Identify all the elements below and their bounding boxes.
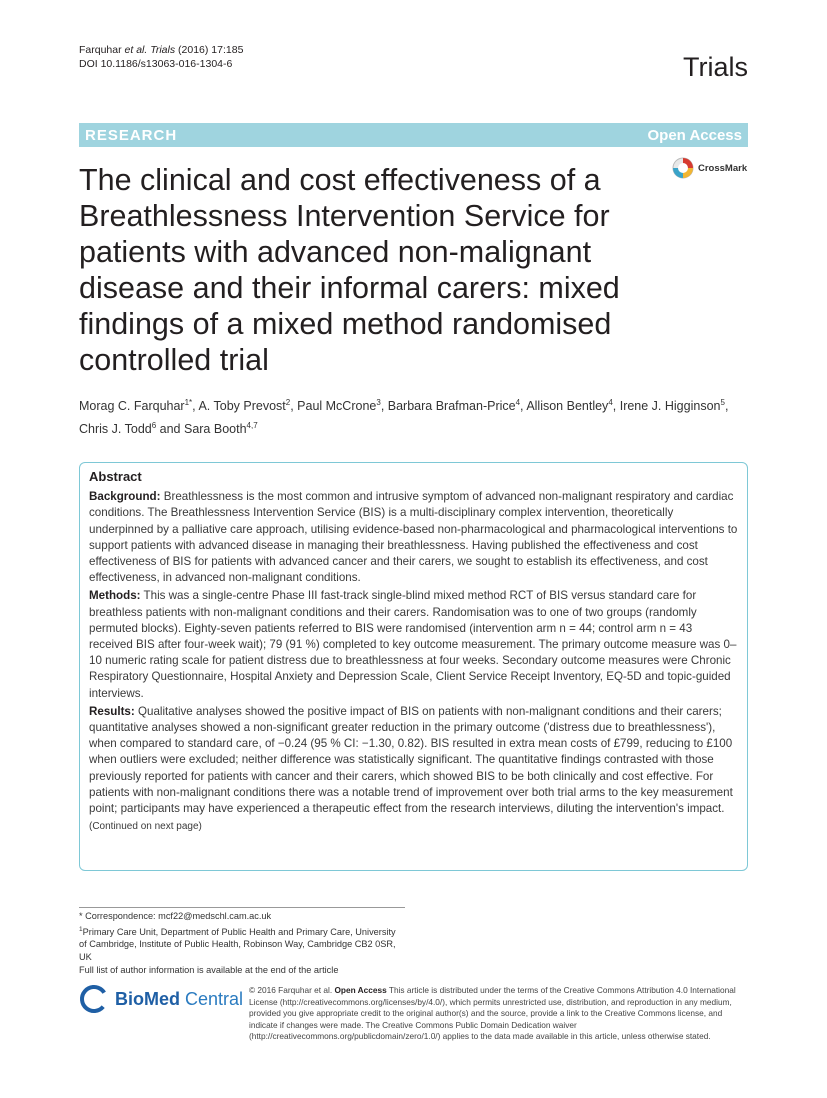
citation-authors: Farquhar — [79, 44, 125, 56]
article-title: The clinical and cost effectiveness of a Breathlessness Intervention Service for patients with advanced non-malignant disease and their informal carers: mixed findings of a mixed method randomised controlled trial — [79, 163, 620, 377]
citation-volume: (2016) 17:185 — [175, 44, 244, 56]
author[interactable]: Barbara Brafman-Price$^4$ — [387, 398, 521, 414]
abstract-heading: Abstract — [89, 469, 142, 484]
crossmark-badge[interactable] — [672, 157, 747, 179]
abstract-methods: Methods: This was a single-centre Phase III fast-track single-blind mixed method RCT of BIS versus standard care for breathless patients with non-malignant conditions and their carers. Randomisation was to one of two groups (randomly permuted blocks). Eighty-seven patients referred to BIS were randomised (intervention arm n = 44; control arm n = 43 received BIS after four-week wait); 79 (91 %) completed to key outcome measurement. The primary outcome measure was 0–10 numeric rating scale for patient distress due to breathlessness at four weeks. Secondary outcome measures were Chronic Respiratory Questionnaire, Hospital Anxiety and Depression Scale, Client Service Receipt Inventory, EQ-5D and topic-guided interviews. — [89, 589, 737, 700]
affiliation: $^1$Primary Care Unit, Department of Public Health and Primary Care, University of Cambridge, Institute of Public Health, Robinson Way, Cambridge CB2 0SR, UK — [79, 925, 396, 962]
publisher-logo[interactable] — [79, 984, 243, 1014]
article-type-label: RESEARCH — [85, 126, 178, 144]
full-author-info-note: Full list of author information is available at the end of the article — [79, 965, 339, 976]
doi[interactable]: DOI 10.1186/s13063-016-1304-6 — [79, 58, 233, 70]
footnotes — [79, 910, 405, 978]
citation-header — [79, 43, 243, 71]
citation-line — [79, 43, 243, 57]
author[interactable]: Irene J. Higginson$^5$ — [619, 398, 725, 414]
author[interactable]: A. Toby Prevost$^2$ — [198, 398, 291, 414]
abstract-results: Results: Qualitative analyses showed the positive impact of BIS on patients with non-malignant conditions and their carers; quantitative analyses showed a non-significant greater reduction in the primary outcome ('distress due to breathlessness'), when compared to standard care, of −0.24 (95 % CI: −1.30, 0.82). BIS resulted in extra mean costs of £799, reducing to £100 when outliers were excluded; neither difference was statistically significant. The quantitative findings contrasted with those previously reported for patients with cancer and their carers, which showed BIS to be both clinically and cost effective. For patients with non-malignant conditions there was a notable trend of improvement over both trial arms to the key measurement point; participants may have experienced a therapeutic effect from the research interviews, diluting the intervention's impact. — [89, 704, 733, 816]
correspondence[interactable]: * Correspondence: mcf22@medschl.cam.ac.uk — [79, 911, 272, 921]
publisher-name: BioMed Central — [115, 988, 244, 1009]
crossmark-label: CrossMark — [698, 162, 748, 174]
author-list: Morag C. Farquhar$^{1*}$, A. Toby Prevost$^2$, Paul McCrone$^3$, Barbara Brafman-Price$^4$, Allison Bentley$^4$, Irene J. Higginson$^5$, Chris J. Todd$^6$ and Sara Booth$^{4,7}$ — [79, 398, 729, 437]
license-statement: © 2016 Farquhar et al. Open Access This article is distributed under the terms of the Creative Commons Attribution 4.0 International License (http://creativecommons.org/licenses/by/4.0/), which permits unrestricted use, distribution, and reproduction in any medium, provided you give appropriate credit to the original author(s) and the source, provide a link to the Creative Commons license, and indicate if changes were made. The Creative Commons Public Domain Dedication waiver (http://creativecommons.org/publicdomain/zero/1.0/) applies to the data made available in this article, unless otherwise stated. — [249, 985, 736, 1041]
biomed-central-icon — [79, 984, 109, 1014]
author[interactable]: Paul McCrone$^3$ — [297, 398, 381, 414]
open-access-label: Open Access — [647, 126, 742, 144]
abstract-background: Background: Breathlessness is the most common and intrusive symptom of advanced non-malignant respiratory and cardiac conditions. The Breathlessness Intervention Service (BIS) is a multi-disciplinary complex intervention, theoretically underpinned by a palliative care approach, utilising evidence-based non-pharmacological and pharmacological interventions to support patients with advanced disease in managing their breathlessness. Having published the effectiveness and cost effectiveness of BIS for patients with advanced cancer and their carers, we sought to establish its effectiveness, and cost effectiveness, in advanced non-malignant conditions. — [89, 490, 738, 585]
author[interactable]: Chris J. Todd$^6$ — [79, 421, 157, 437]
article-type-banner — [79, 123, 748, 147]
abstract-box — [79, 462, 748, 871]
author[interactable]: Allison Bentley$^4$ — [526, 398, 613, 414]
footnote-divider — [79, 907, 405, 908]
author[interactable]: Sara Booth$^{4,7}$ — [183, 421, 258, 437]
journal-name: Trials — [683, 52, 748, 82]
author[interactable]: Morag C. Farquhar$^{1*}$ — [79, 398, 193, 414]
citation-journal: et al. Trials — [124, 44, 176, 56]
continued-note: (Continued on next page) — [89, 821, 202, 833]
